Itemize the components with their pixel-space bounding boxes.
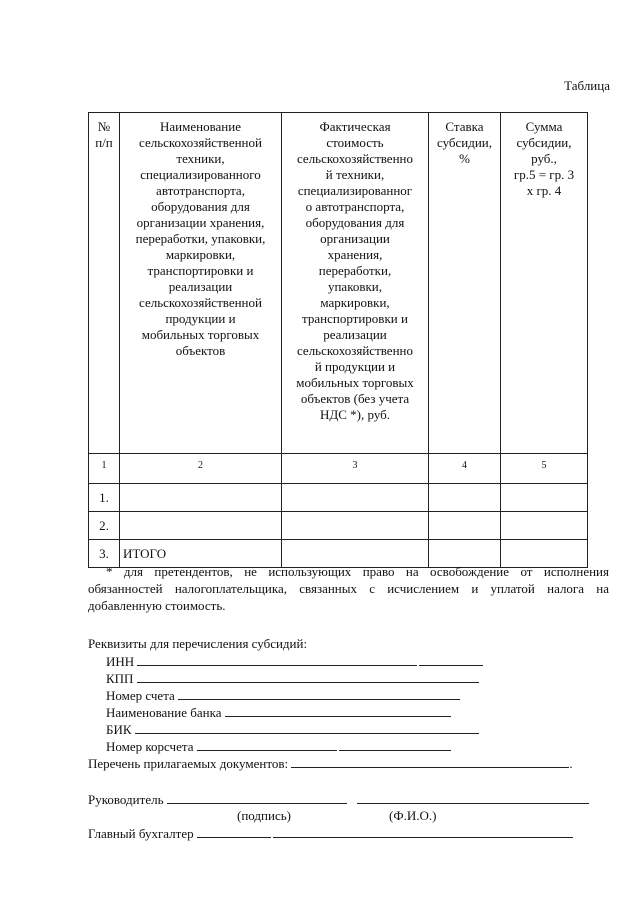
column-number: 1: [89, 454, 120, 484]
bank-field[interactable]: [225, 705, 451, 717]
header-subsidy-amount: Сумма субсидии, руб., гр.5 = гр. 3 х гр. 4: [501, 113, 588, 454]
column-number: 5: [501, 454, 588, 484]
bik-field[interactable]: [135, 722, 479, 734]
documents-field[interactable]: [291, 756, 569, 768]
column-number: 3: [282, 454, 429, 484]
header-number: № п/п: [89, 113, 120, 454]
header-equipment-name: Наименование сельскохозяйственной техники, специализированного автотранспорта, оборудования для организации хранения, переработки, упаковки, маркировки, транспортировки и реализации сельскохозяйственной продукции и мобильных торговых объектов: [120, 113, 282, 454]
accountant-line: [88, 826, 573, 842]
accountant-name-field[interactable]: [273, 826, 573, 838]
vat-footnote: * для претендентов, не использующих право на освобождение от исполнения обязанностей налогоплательщика, связанных с исчислением и уплатой налога на добавленную стоимость.: [88, 564, 609, 613]
head-signature-field[interactable]: [167, 792, 347, 804]
table-row: [89, 484, 588, 512]
row-name-cell[interactable]: [120, 484, 282, 512]
bank-label: Наименование банка: [106, 705, 222, 720]
head-line: [88, 792, 589, 808]
documents-line: [88, 756, 573, 772]
bank-line: [106, 705, 451, 721]
corr-account-field-extra[interactable]: [339, 739, 451, 751]
inn-line: [106, 654, 483, 670]
kpp-label: КПП: [106, 671, 134, 686]
column-number: 4: [429, 454, 501, 484]
row-number: 1.: [89, 484, 120, 512]
account-label: Номер счета: [106, 688, 175, 703]
row-name-cell[interactable]: [120, 512, 282, 540]
signature-caption: (подпись): [237, 808, 291, 823]
row-amount-cell[interactable]: [501, 512, 588, 540]
kpp-line: [106, 671, 479, 687]
fio-caption: (Ф.И.О.): [389, 808, 437, 823]
head-label: Руководитель: [88, 792, 164, 807]
documents-label: Перечень прилагаемых документов:: [88, 756, 289, 771]
table-caption: Таблица: [564, 78, 610, 93]
bik-line: [106, 722, 479, 738]
account-field[interactable]: [178, 688, 460, 700]
requisites-title: Реквизиты для перечисления субсидий:: [88, 636, 308, 651]
row-cost-cell[interactable]: [282, 484, 429, 512]
row-number: 2.: [89, 512, 120, 540]
corr-account-line: [106, 739, 451, 755]
row-amount-cell[interactable]: [501, 484, 588, 512]
inn-label: ИНН: [106, 654, 135, 669]
table-header-row: [89, 113, 588, 454]
corr-account-label: Номер корсчета: [106, 739, 194, 754]
column-number: 2: [120, 454, 282, 484]
accountant-label: Главный бухгалтер: [88, 826, 194, 841]
account-line: [106, 688, 460, 704]
subsidy-table: [88, 112, 588, 568]
header-subsidy-rate: Ставка субсидии, %: [429, 113, 501, 454]
table-row: [89, 512, 588, 540]
inn-field-extra[interactable]: [419, 654, 483, 666]
row-number: 3.: [89, 540, 120, 568]
kpp-field[interactable]: [137, 671, 479, 683]
total-label: ИТОГО: [120, 540, 282, 568]
bik-label: БИК: [106, 722, 132, 737]
corr-account-field[interactable]: [197, 739, 337, 751]
header-actual-cost: Фактическая стоимость сельскохозяйственно й техники, специализированног о автотранспорта, оборудования для организации хранения, переработки, упаковки, маркировки, транспортировки и реализации сельскохозяйственно й продукции и мобильных торговых объектов (без учета НДС *), руб.: [282, 113, 429, 454]
head-name-field[interactable]: [357, 792, 589, 804]
column-numbers-row: [89, 454, 588, 484]
row-rate-cell[interactable]: [429, 484, 501, 512]
row-rate-cell[interactable]: [429, 512, 501, 540]
documents-period: .: [569, 756, 573, 771]
accountant-signature-field[interactable]: [197, 826, 271, 838]
inn-field[interactable]: [137, 654, 417, 666]
row-cost-cell[interactable]: [282, 512, 429, 540]
